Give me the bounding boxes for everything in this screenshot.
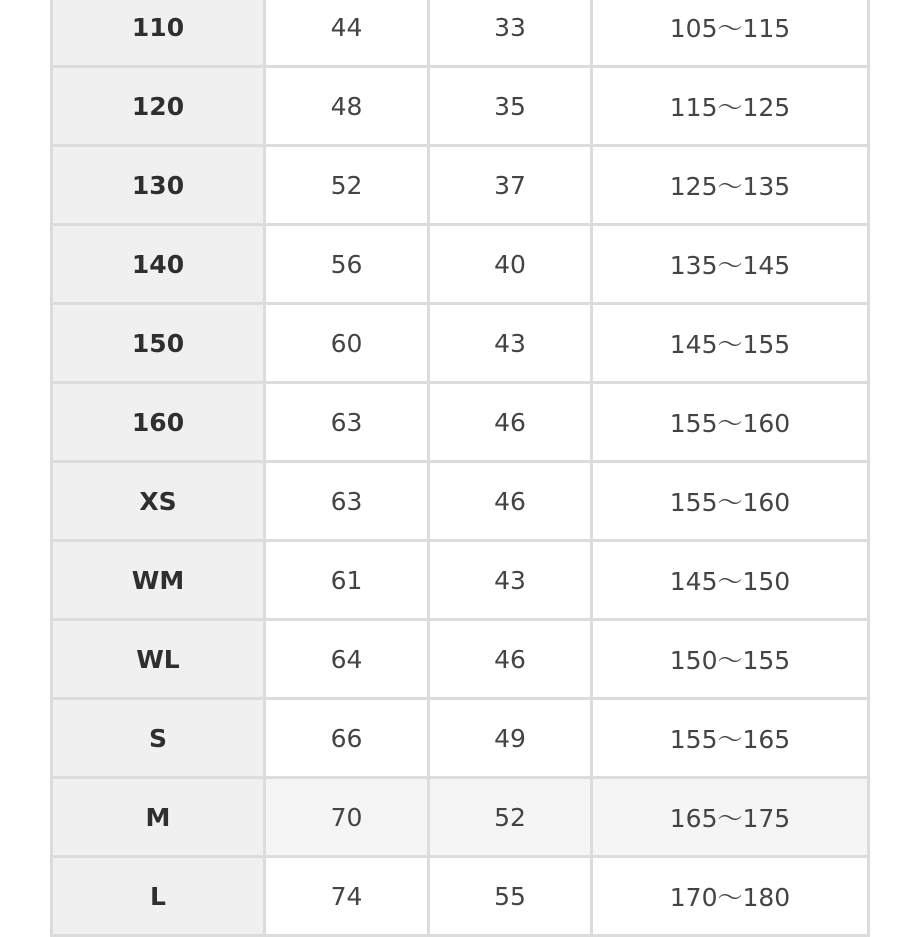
- measurement-cell-1: 70: [265, 778, 429, 857]
- measurement-cell-2: 43: [429, 304, 592, 383]
- height-range-cell: 155〜165: [592, 699, 869, 778]
- table-row: [52, 0, 869, 67]
- table-row: [52, 620, 869, 699]
- size-label-cell: 110: [52, 0, 265, 67]
- height-range-cell: 145〜155: [592, 304, 869, 383]
- measurement-cell-2: 46: [429, 462, 592, 541]
- height-range-cell: 145〜150: [592, 541, 869, 620]
- measurement-cell-2: 35: [429, 67, 592, 146]
- table-row: [52, 304, 869, 383]
- height-range-cell: 165〜175: [592, 778, 869, 857]
- table-row: [52, 67, 869, 146]
- size-label-cell: 150: [52, 304, 265, 383]
- table-row: [52, 541, 869, 620]
- table-row: [52, 146, 869, 225]
- height-range-cell: 105〜115: [592, 0, 869, 67]
- size-label-cell: 120: [52, 67, 265, 146]
- measurement-cell-1: 56: [265, 225, 429, 304]
- table-row: [52, 225, 869, 304]
- size-label-cell: XS: [52, 462, 265, 541]
- size-label-cell: WM: [52, 541, 265, 620]
- measurement-cell-2: 46: [429, 383, 592, 462]
- measurement-cell-2: 55: [429, 857, 592, 936]
- measurement-cell-1: 66: [265, 699, 429, 778]
- measurement-cell-1: 60: [265, 304, 429, 383]
- measurement-cell-2: 43: [429, 541, 592, 620]
- table-row: [52, 383, 869, 462]
- height-range-cell: 170〜180: [592, 857, 869, 936]
- measurement-cell-2: 40: [429, 225, 592, 304]
- measurement-cell-2: 52: [429, 778, 592, 857]
- measurement-cell-1: 61: [265, 541, 429, 620]
- size-label-cell: L: [52, 857, 265, 936]
- size-label-cell: 160: [52, 383, 265, 462]
- height-range-cell: 155〜160: [592, 383, 869, 462]
- measurement-cell-2: 33: [429, 0, 592, 67]
- table-row: [52, 699, 869, 778]
- size-label-cell: M: [52, 778, 265, 857]
- size-label-cell: 140: [52, 225, 265, 304]
- size-chart-table-container: [50, 0, 869, 937]
- table-row: [52, 462, 869, 541]
- measurement-cell-1: 64: [265, 620, 429, 699]
- size-label-cell: WL: [52, 620, 265, 699]
- height-range-cell: 135〜145: [592, 225, 869, 304]
- table-row: [52, 778, 869, 857]
- measurement-cell-1: 48: [265, 67, 429, 146]
- measurement-cell-1: 44: [265, 0, 429, 67]
- measurement-cell-2: 46: [429, 620, 592, 699]
- measurement-cell-2: 37: [429, 146, 592, 225]
- measurement-cell-1: 74: [265, 857, 429, 936]
- measurement-cell-1: 63: [265, 383, 429, 462]
- size-chart-table: [50, 0, 870, 937]
- measurement-cell-1: 63: [265, 462, 429, 541]
- height-range-cell: 155〜160: [592, 462, 869, 541]
- measurement-cell-1: 52: [265, 146, 429, 225]
- height-range-cell: 125〜135: [592, 146, 869, 225]
- table-row: [52, 857, 869, 936]
- size-label-cell: S: [52, 699, 265, 778]
- height-range-cell: 115〜125: [592, 67, 869, 146]
- size-label-cell: 130: [52, 146, 265, 225]
- height-range-cell: 150〜155: [592, 620, 869, 699]
- measurement-cell-2: 49: [429, 699, 592, 778]
